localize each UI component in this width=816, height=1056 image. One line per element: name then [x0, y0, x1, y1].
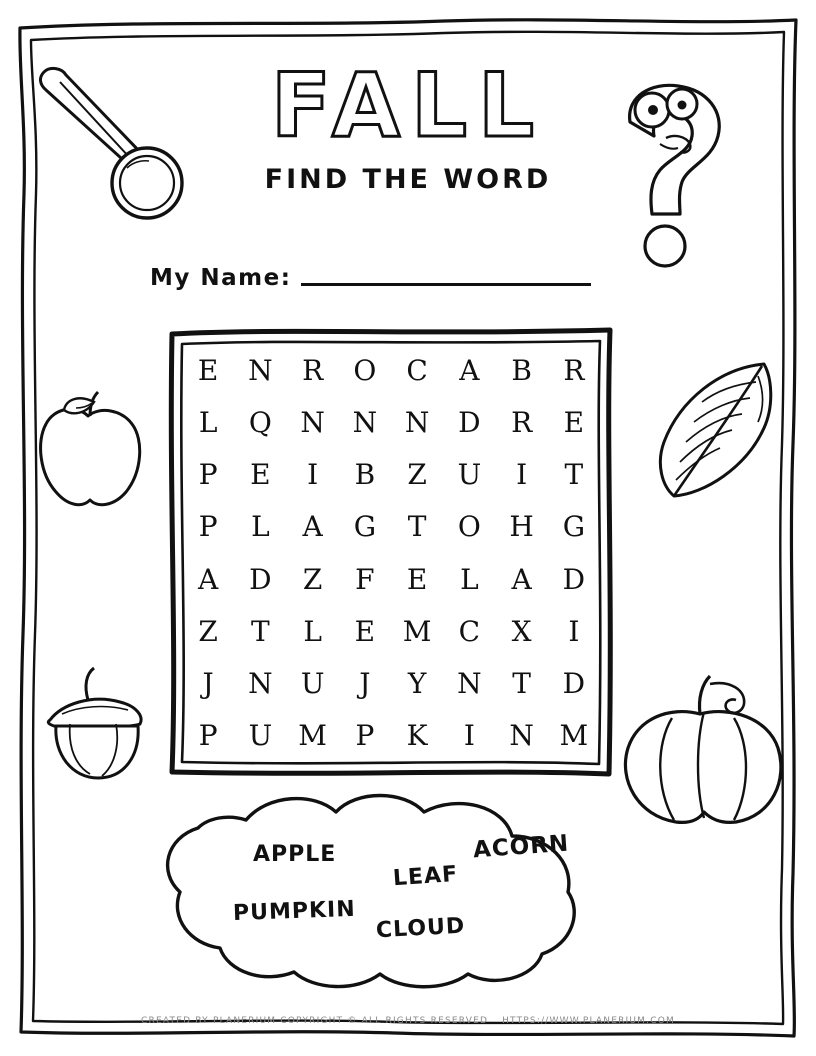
leaf-icon [646, 356, 786, 506]
grid-cell[interactable]: P [198, 719, 218, 753]
grid-cell[interactable]: D [562, 562, 586, 596]
grid-cell[interactable]: N [457, 667, 482, 701]
word-bank-item: APPLE [253, 842, 337, 867]
letter-grid[interactable] [182, 344, 600, 762]
grid-cell[interactable]: X [511, 614, 532, 648]
grid-cell[interactable]: T [512, 667, 531, 701]
grid-cell[interactable]: N [509, 719, 534, 753]
acorn-icon [32, 662, 162, 792]
grid-cell[interactable]: O [457, 510, 481, 544]
grid-cell[interactable]: U [457, 458, 482, 492]
grid-cell[interactable]: I [516, 458, 528, 492]
grid-cell[interactable]: N [248, 667, 273, 701]
grid-cell[interactable]: Z [302, 562, 323, 596]
grid-cell[interactable]: N [404, 405, 430, 439]
footer [0, 1016, 816, 1026]
grid-cell[interactable]: J [359, 667, 371, 701]
word-bank [128, 786, 598, 996]
page-subtitle: FIND THE WORD [264, 164, 552, 195]
word-bank-item: PUMPKIN [232, 896, 357, 927]
grid-cell[interactable]: Z [198, 614, 218, 648]
grid-cell[interactable]: A [459, 353, 480, 387]
word-bank-item: ACORN [472, 830, 570, 864]
grid-cell[interactable]: A [302, 510, 323, 544]
grid-cell[interactable]: P [198, 458, 218, 492]
grid-cell[interactable]: Z [407, 458, 427, 492]
title-block [208, 54, 608, 195]
grid-cell[interactable]: T [407, 510, 427, 544]
grid-cell[interactable]: K [406, 719, 428, 753]
word-bank-item: CLOUD [375, 913, 466, 944]
grid-cell[interactable]: U [300, 667, 325, 701]
grid-cell[interactable]: N [300, 405, 325, 439]
name-label: My Name: [150, 265, 292, 291]
grid-cell[interactable]: R [302, 353, 324, 387]
pumpkin-icon [612, 670, 792, 830]
grid-cell[interactable]: Y [407, 667, 427, 701]
grid-cell[interactable]: E [354, 614, 376, 648]
grid-cell[interactable]: I [568, 614, 580, 648]
grid-cell[interactable]: E [563, 405, 585, 439]
grid-cell[interactable]: I [463, 719, 475, 753]
grid-cell[interactable]: P [198, 510, 218, 544]
grid-cell[interactable]: E [250, 458, 271, 492]
grid-cell[interactable]: B [511, 353, 532, 387]
grid-cell[interactable]: U [248, 719, 273, 753]
grid-cell[interactable]: A [198, 562, 219, 596]
page-title: FALL [270, 54, 546, 157]
grid-cell[interactable]: N [248, 353, 273, 387]
grid-cell[interactable]: C [406, 353, 428, 387]
grid-cell[interactable]: A [511, 562, 532, 596]
grid-cell[interactable]: D [458, 405, 481, 439]
grid-cell[interactable]: D [249, 562, 272, 596]
grid-cell[interactable]: T [564, 458, 584, 492]
grid-cell[interactable]: L [198, 405, 218, 439]
grid-cell[interactable]: M [559, 719, 589, 753]
name-field-row [150, 265, 591, 291]
word-search-grid [166, 326, 616, 779]
grid-cell[interactable]: G [353, 510, 377, 544]
grid-cell[interactable]: J [202, 667, 214, 701]
grid-cell[interactable]: L [460, 562, 479, 596]
grid-cell[interactable]: R [563, 353, 585, 387]
apple-icon [24, 390, 154, 515]
grid-cell[interactable]: C [458, 614, 481, 648]
grid-cell[interactable]: G [562, 510, 586, 544]
grid-cell[interactable]: L [251, 510, 270, 544]
grid-cell[interactable]: Q [248, 405, 272, 439]
footer-url: HTTPS://WWW.PLANERIUM.COM [502, 1016, 675, 1026]
name-input[interactable] [301, 283, 591, 286]
grid-cell[interactable]: H [509, 510, 534, 544]
grid-cell[interactable]: P [355, 719, 375, 753]
grid-cell[interactable]: O [353, 353, 377, 387]
grid-cell[interactable]: M [298, 719, 327, 753]
grid-cell[interactable]: D [562, 667, 586, 701]
grid-cell[interactable]: R [511, 405, 533, 439]
grid-cell[interactable]: N [352, 405, 378, 439]
footer-credit: CREATED BY PLANERIUM COPYRIGHT © ALL RIGHTS RESERVED [141, 1016, 489, 1026]
magnifier-icon [30, 62, 190, 222]
grid-cell[interactable]: T [251, 614, 270, 648]
grid-cell[interactable]: B [354, 458, 376, 492]
grid-cell[interactable]: M [402, 614, 432, 648]
question-mark-character-icon [608, 78, 738, 288]
grid-cell[interactable]: L [303, 614, 322, 648]
grid-cell[interactable]: E [406, 562, 428, 596]
grid-cell[interactable]: F [355, 562, 375, 596]
word-bank-item: LEAF [392, 861, 459, 892]
grid-cell[interactable]: I [307, 458, 319, 492]
grid-cell[interactable]: E [197, 353, 219, 387]
